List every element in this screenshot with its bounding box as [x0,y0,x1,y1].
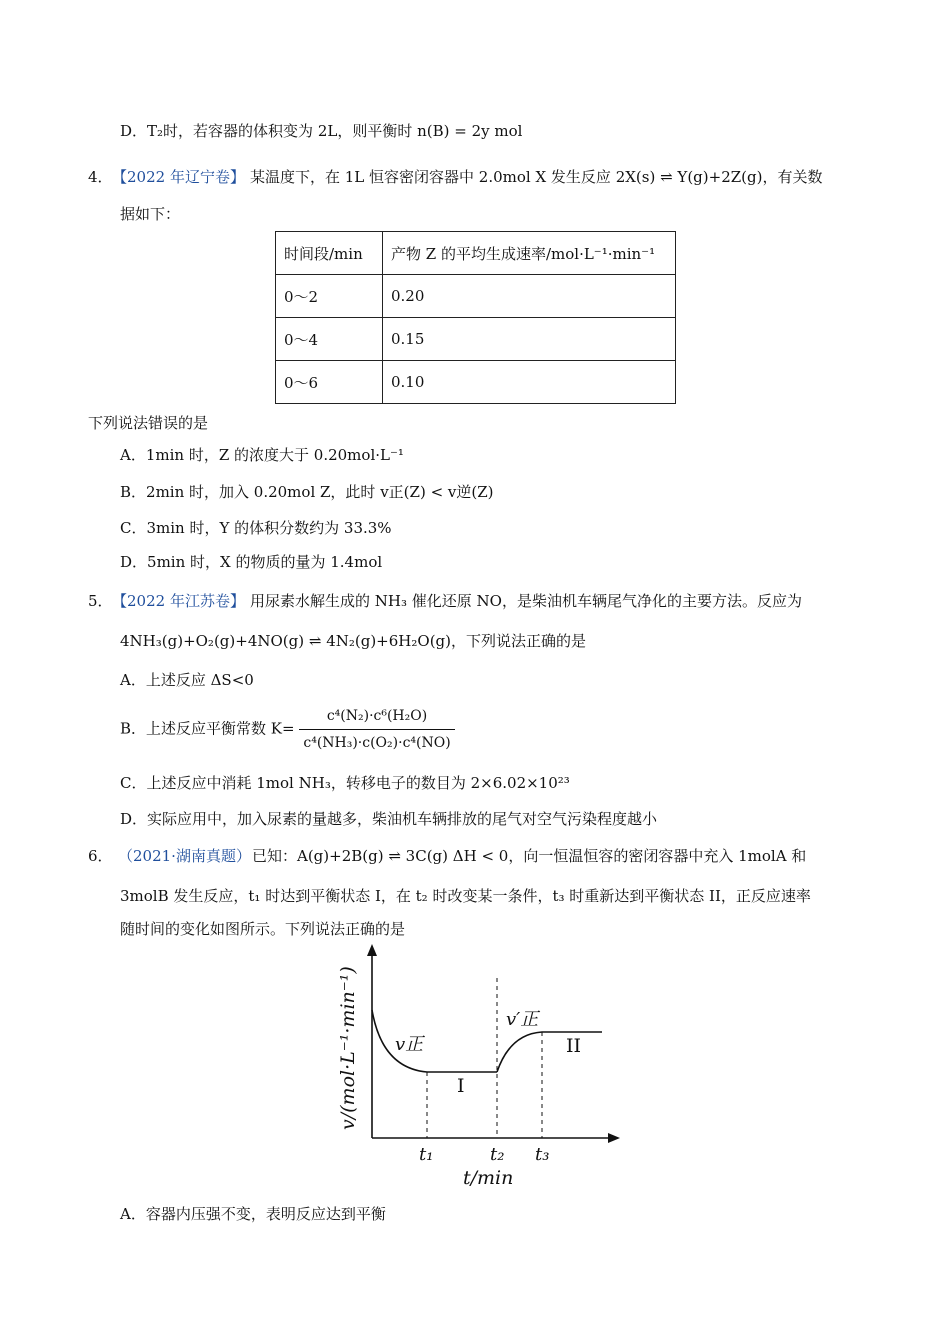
rate-table [275,231,676,404]
q4-prompt: 下列说法错误的是 [88,414,209,432]
q5-source-tag: 【2022 年江苏卷】 [112,592,245,610]
q6-stem-line1: 已知：A(g)+2B(g) ⇌ 3C(g) ΔH < 0，向一恒温恒容的密闭容器中充入 1molA 和 [252,847,807,865]
table-row [276,275,676,318]
q4-stem-line1: 某温度下，在 1L 恒容密闭容器中 2.0mol X 发生反应 2X(s) ⇌ Y(g)+2Z(g)，有关数 [250,168,823,186]
x-axis-arrow [608,1133,620,1143]
table-header-row [276,232,676,275]
y-axis-label: v/(mol·L⁻¹·min⁻¹) [337,966,359,1130]
q4-number: 4． [88,168,113,186]
table-row [276,361,676,404]
tick-label-t2: t₂ [490,1144,505,1165]
tick-label-t1: t₁ [419,1144,434,1165]
q5-option-b [120,705,455,754]
q5-option-b-prefix: B．上述反应平衡常数 K= [120,719,295,738]
q4-stem-line2: 据如下： [120,205,181,223]
q6-stem-line3: 随时间的变化如图所示。下列说法正确的是 [120,920,406,938]
table-header: 时间段/min [276,232,383,275]
forward-rate-curve-after [497,1032,602,1072]
q5-stem-line1: 用尿素水解生成的 NH₃ 催化还原 NO，是柴油机车辆尾气净化的主要方法。反应为 [250,592,802,610]
curve-label-v-forward: v正 [395,1034,424,1055]
tick-label-t3: t₃ [535,1144,550,1165]
table-cell: 0～6 [276,361,383,404]
q6-stem-line2: 3molB 发生反应，t₁ 时达到平衡状态 I，在 t₂ 时改变某一条件，t₃ 时重新达到平衡状态 II，正反应速率 [120,887,811,905]
table-header: 产物 Z 的平均生成速率/mol·L⁻¹·min⁻¹ [383,232,676,275]
region-label-ii: II [566,1035,582,1057]
region-label-i: I [457,1075,465,1097]
q4-option-a: A．1min 时，Z 的浓度大于 0.20mol·L⁻¹ [120,446,404,464]
q5-number: 5． [88,592,113,610]
table-row [276,318,676,361]
table-cell: 0～2 [276,275,383,318]
y-axis-arrow [367,944,377,956]
curve-label-v-forward-prime: v′正 [506,1009,539,1030]
q5-stem-line2: 4NH₃(g)+O₂(g)+4NO(g) ⇌ 4N₂(g)+6H₂O(g)，下列说法正确的是 [120,632,586,650]
x-axis-label: t/min [463,1167,514,1189]
equilibrium-constant-fraction [299,705,454,754]
q4-option-d: D．5min 时，X 的物质的量为 1.4mol [120,553,383,571]
q6-option-a: A．容器内压强不变，表明反应达到平衡 [120,1205,386,1223]
q5-option-d: D．实际应用中，加入尿素的量越多，柴油机车辆排放的尾气对空气污染程度越小 [120,810,658,828]
q4-option-c: C．3min 时，Y 的体积分数约为 33.3% [120,519,392,537]
fraction-denominator: c⁴(NH₃)·c(O₂)·c⁴(NO) [303,735,451,751]
q5-option-c: C．上述反应中消耗 1mol NH₃，转移电子的数目为 2×6.02×10²³ [120,774,570,792]
fraction-numerator: c⁴(N₂)·c⁶(H₂O) [299,705,454,730]
table-cell: 0～4 [276,318,383,361]
q6-source-tag: （2021·湖南真题） [118,847,251,865]
q5-option-a: A．上述反应 ΔS<0 [120,671,254,689]
table-cell: 0.20 [383,275,676,318]
rate-time-graph [320,940,640,1200]
q4-option-b: B．2min 时，加入 0.20mol Z，此时 v正(Z) < v逆(Z) [120,483,494,501]
table-cell: 0.15 [383,318,676,361]
forward-rate-curve-before [372,1010,497,1072]
table-cell: 0.10 [383,361,676,404]
q6-number: 6． [88,847,113,865]
q4-source-tag: 【2022 年辽宁卷】 [112,168,245,186]
q3-option-d: D．T₂时，若容器的体积变为 2L，则平衡时 n(B) = 2y mol [120,122,523,140]
